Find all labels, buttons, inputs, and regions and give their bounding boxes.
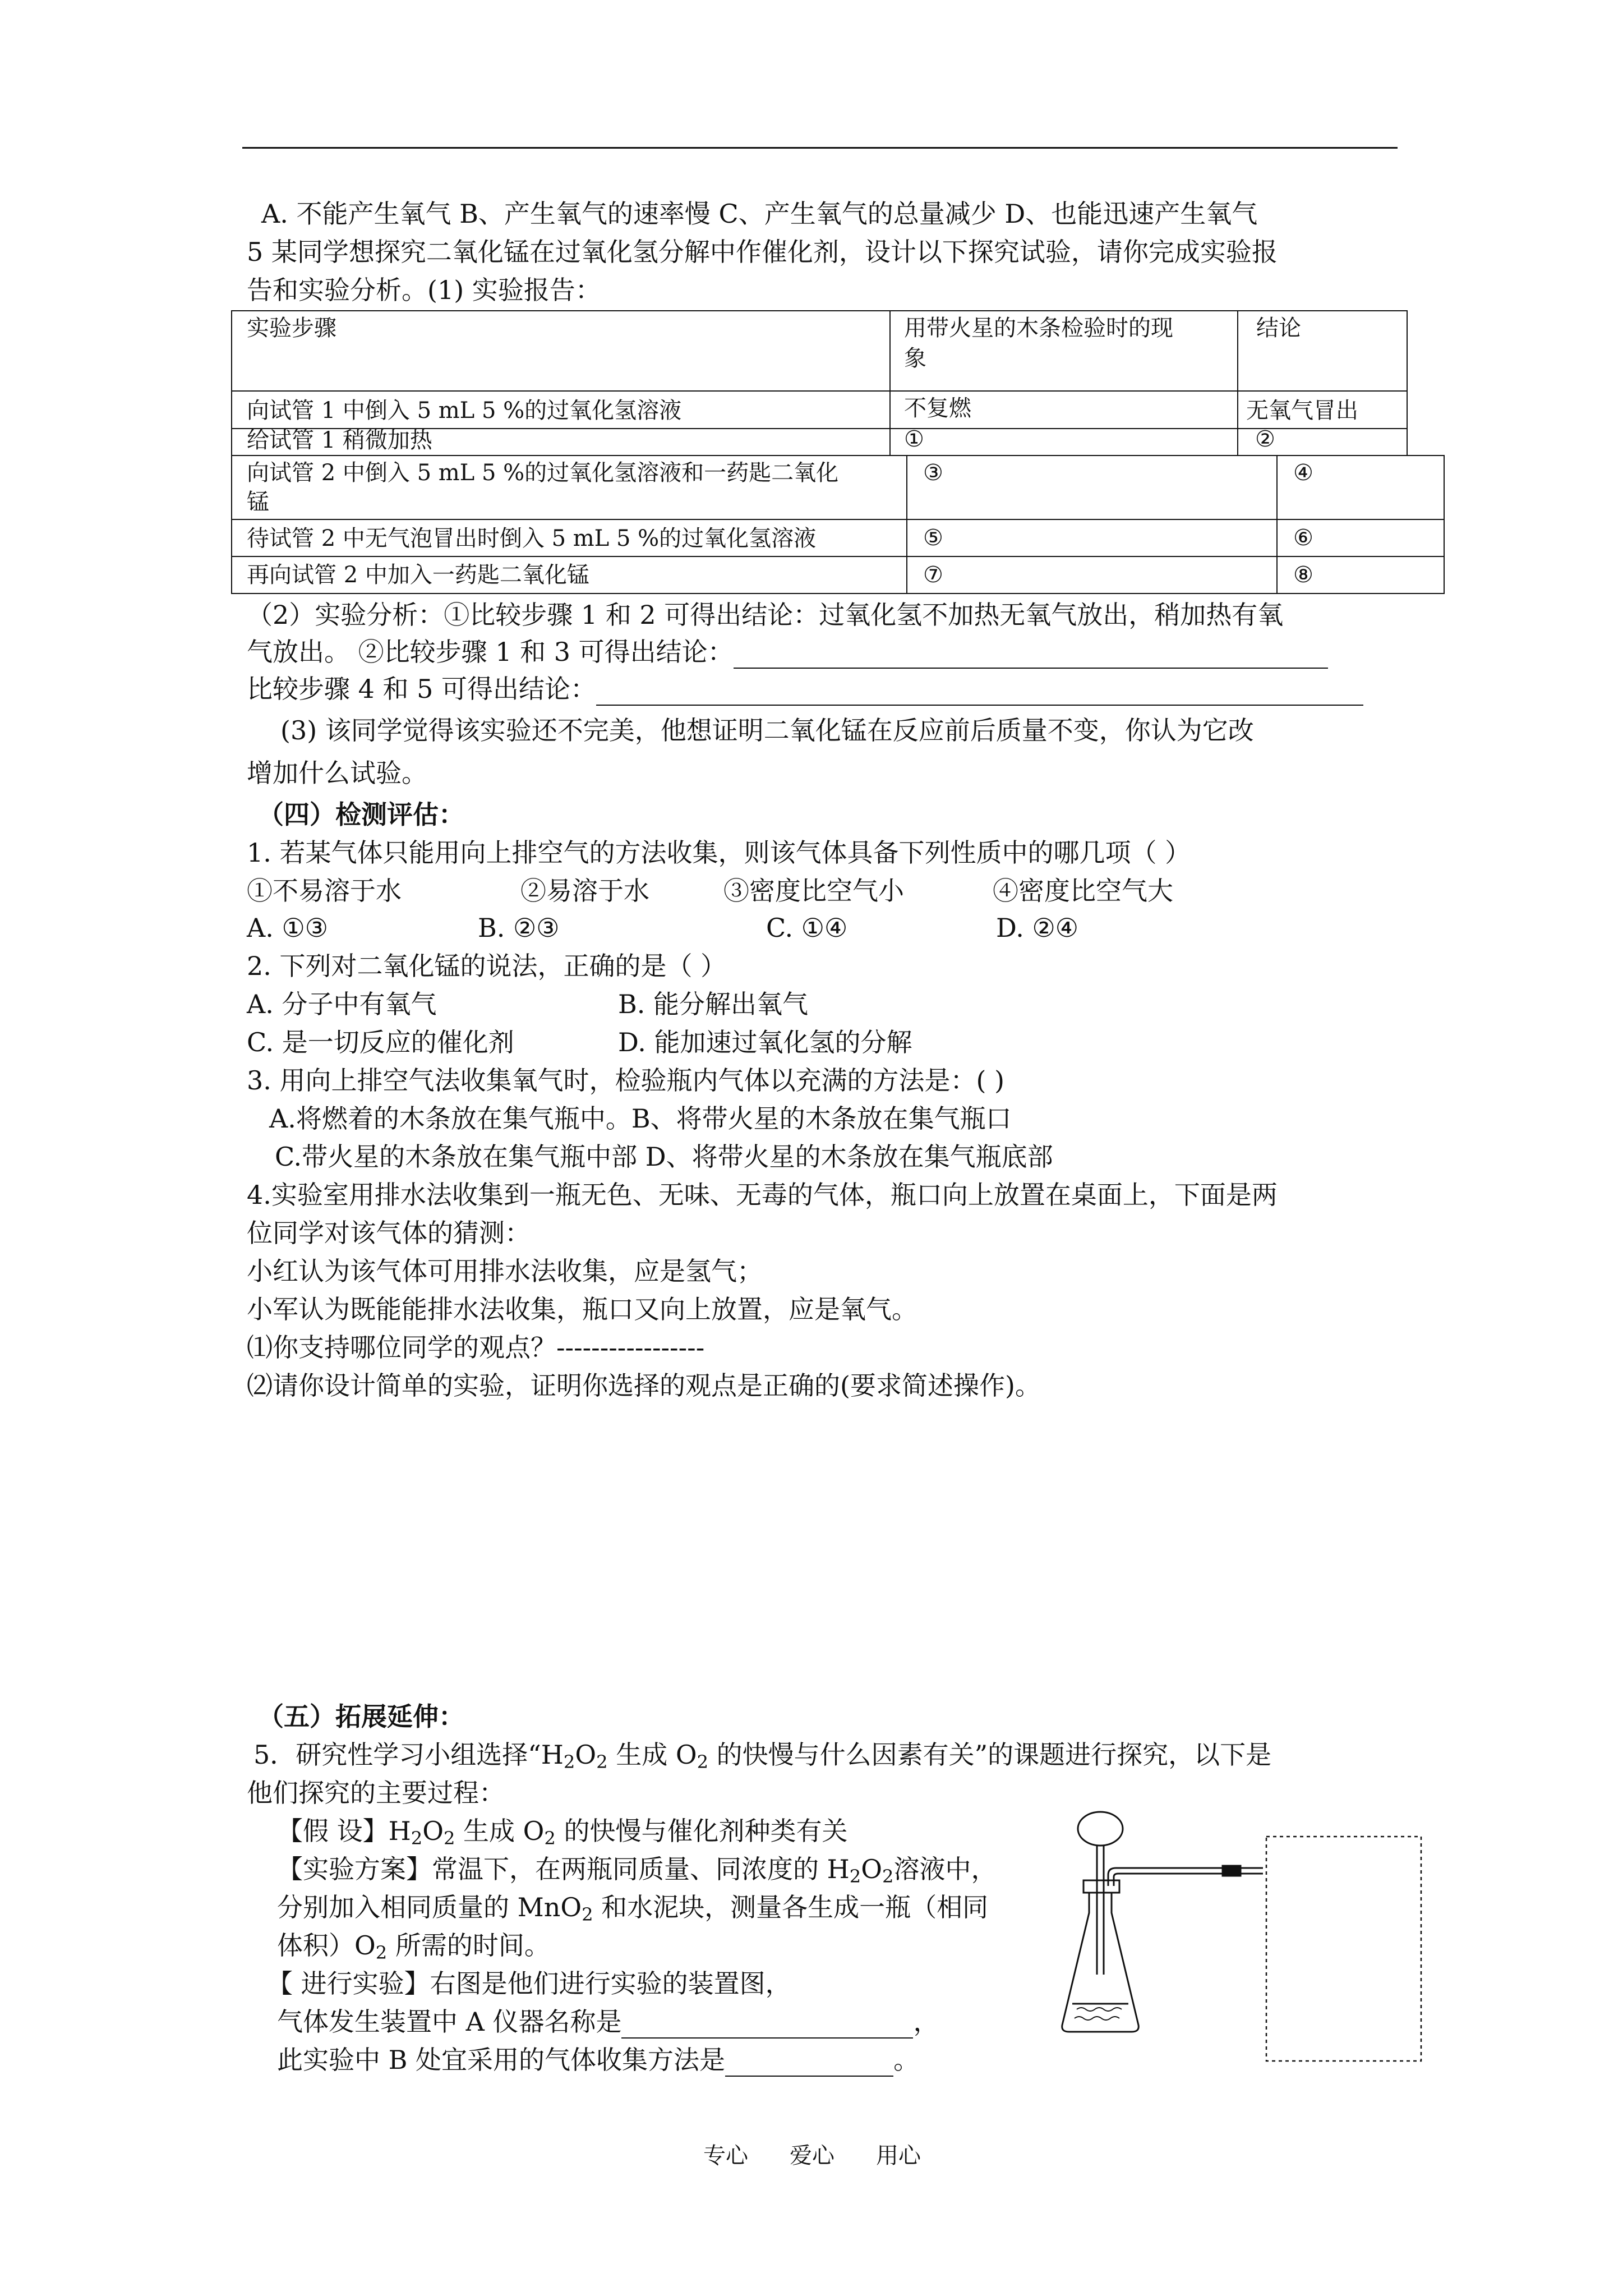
s5-q5-line1: 5．研究性学习小组选择“$H_2O_2$ 生成 $O_2$ 的快慢与什么因素有关”的课题进行探究，以下是 bbox=[253, 1740, 1272, 1773]
s4-q1-prop: ③密度比空气小 bbox=[723, 876, 904, 906]
table-header-step: 实验步骤 bbox=[247, 315, 336, 341]
s5-plan-line2 bbox=[277, 1892, 989, 1926]
s5-plan-line1: 【实验方案】常温下，在两瓶同质量、同浓度的 $H_2O_2$溶液中， bbox=[277, 1854, 997, 1888]
experiment-label: 【 进行实验】 bbox=[267, 1968, 430, 1999]
prev-question-options: A. 不能产生氧气 B、产生氧气的速率慢 C、产生氧气的总量减少 D、也能迅速产生氧气 bbox=[261, 199, 1258, 229]
liquid-waves bbox=[1077, 2008, 1122, 2011]
footer-text: 用心 bbox=[876, 2143, 921, 2169]
table-row-observation: ③ bbox=[923, 460, 943, 486]
liquid-waves bbox=[1075, 2017, 1119, 2020]
s4-q1-option: C. ①④ bbox=[766, 913, 848, 943]
s5-hypothesis: 【假 设】$H_2O_2$ 生成 $O_2$ 的快慢与催化剂种类有关 bbox=[277, 1816, 848, 1849]
footer-text: 专心 bbox=[703, 2143, 748, 2169]
hypothesis-label: 【假 设】 bbox=[277, 1816, 389, 1846]
table-row-step: 给试管 1 稍微加热 bbox=[247, 427, 432, 453]
section5-title: （五）拓展延伸： bbox=[258, 1701, 464, 1732]
s4-q2-option: B. 能分解出氧气 bbox=[618, 989, 809, 1019]
apparatus-diagram bbox=[1054, 1806, 1424, 2064]
flask-body bbox=[1062, 1893, 1139, 2032]
subscript: 2 bbox=[375, 1942, 388, 1964]
text-run: 的快慢与催化剂种类有关 bbox=[555, 1816, 848, 1846]
table-header-conclusion: 结论 bbox=[1256, 315, 1301, 341]
table-header-observation-wrap: 象 bbox=[904, 346, 926, 371]
s4-q4-sub2: ⑵请你设计简单的实验，证明你选择的观点是正确的(要求简述操作)。 bbox=[247, 1370, 1041, 1401]
text-run: 生成 O bbox=[455, 1816, 545, 1846]
plan-label: 【实验方案】 bbox=[277, 1854, 432, 1884]
table-row-step-wrap: 锰 bbox=[247, 489, 269, 515]
s5-plan-line3 bbox=[277, 1930, 550, 1964]
footer-text: 爱心 bbox=[790, 2143, 834, 2169]
table-row-observation: ⑦ bbox=[923, 562, 943, 588]
s5-q5-line2: 他们探究的主要过程： bbox=[247, 1778, 505, 1808]
delivery-tube bbox=[1108, 1868, 1223, 1886]
table-cell bbox=[906, 519, 1278, 557]
s4-q2: 2. 下列对二氧化锰的说法，正确的是（ ） bbox=[247, 951, 727, 981]
table-row-conclusion: ⑧ bbox=[1293, 562, 1313, 588]
text-run: H bbox=[388, 1816, 411, 1846]
subscript: 2 bbox=[849, 1866, 861, 1888]
rubber-connector bbox=[1223, 1866, 1241, 1876]
subscript: 2 bbox=[582, 1904, 593, 1926]
s4-q1-option: A. ①③ bbox=[247, 913, 328, 943]
table-row-conclusion: ⑥ bbox=[1293, 525, 1313, 551]
text-run: 气体发生装置中 A 仪器名称是 bbox=[277, 2007, 622, 2037]
answer-blank[interactable] bbox=[725, 2044, 893, 2077]
q5-intro-line1: 5 某同学想探究二氧化锰在过氧化氢分解中作催化剂，设计以下探究试验，请你完成实验报 bbox=[247, 237, 1278, 267]
table-row-step: 向试管 1 中倒入 5 mL 5 %的过氧化氢溶液 bbox=[247, 398, 682, 424]
table-row-conclusion: ④ bbox=[1293, 460, 1313, 486]
answer-blank[interactable] bbox=[621, 2006, 913, 2039]
analysis-line2 bbox=[247, 636, 1328, 669]
s4-q4-line3: 小红认为该气体可用排水法收集，应是氢气； bbox=[247, 1256, 763, 1286]
s5-experiment-line3: 此实验中 B 处宜采用的气体收集方法是 。 bbox=[277, 2044, 919, 2077]
text-run: 溶液中， bbox=[893, 1854, 997, 1884]
s4-q4-line4: 小军认为既能能排水法收集，瓶口又向上放置，应是氧气。 bbox=[247, 1294, 917, 1324]
q5-intro-line2: 告和实验分析。(1) 实验报告： bbox=[247, 275, 601, 305]
answer-blank[interactable] bbox=[734, 636, 1328, 669]
table-row-observation: ① bbox=[904, 426, 924, 452]
collection-box bbox=[1266, 1837, 1421, 2061]
s4-q1: 1. 若某气体只能用向上排空气的方法收集，则该气体具备下列性质中的哪几项（ ） bbox=[247, 838, 1191, 868]
table-row-conclusion: 无氧气冒出 bbox=[1246, 398, 1358, 424]
s5-experiment-line2: 气体发生装置中 A 仪器名称是 ， bbox=[277, 2006, 939, 2039]
s4-q3-options-line2: C.带火星的木条放在集气瓶中部 D、将带火星的木条放在集气瓶底部 bbox=[275, 1142, 1053, 1172]
table-cell bbox=[906, 556, 1278, 594]
analysis-line3-text: 比较步骤 4 和 5 可得出结论： bbox=[247, 674, 597, 704]
s4-q4-sub1: ⑴你支持哪位同学的观点？----------------- bbox=[247, 1332, 705, 1363]
analysis-line2-text: 气放出。 ②比较步骤 1 和 3 可得出结论： bbox=[247, 637, 734, 667]
table-cell bbox=[889, 428, 1238, 456]
text-run: 的快慢与什么因素有关”的课题进行探究，以下是 bbox=[708, 1740, 1272, 1770]
table-row-step: 再向试管 2 中加入一药匙二氧化锰 bbox=[247, 562, 589, 588]
text-run: 体积）O bbox=[277, 1930, 376, 1961]
part3-line2: 增加什么试验。 bbox=[247, 758, 427, 788]
text-run: 所需的时间。 bbox=[387, 1930, 550, 1961]
section4-title: （四）检测评估： bbox=[258, 799, 464, 830]
part3-line1: (3) 该同学觉得该实验还不完美，他想证明二氧化锰在反应前后质量不变，你认为它改 bbox=[280, 715, 1254, 746]
text-run: 5．研究性学习小组选择“H bbox=[253, 1740, 564, 1770]
analysis-line1: （2）实验分析：①比较步骤 1 和 2 可得出结论：过氧化氢不加热无氧气放出，稍加热有氧 bbox=[247, 600, 1284, 630]
table-row-step: 待试管 2 中无气泡冒出时倒入 5 mL 5 %的过氧化氢溶液 bbox=[247, 526, 817, 551]
s4-q2-option: D. 能加速过氧化氢的分解 bbox=[618, 1027, 912, 1057]
text-run: 此实验中 B 处宜采用的气体收集方法是 bbox=[277, 2045, 726, 2075]
table-row-conclusion: ② bbox=[1255, 426, 1275, 452]
funnel-bowl bbox=[1078, 1812, 1123, 1846]
text-run: 生成 O bbox=[607, 1740, 697, 1770]
s4-q3-options-line1: A.将燃着的木条放在集气瓶中。B、将带火星的木条放在集气瓶口 bbox=[269, 1103, 1012, 1134]
analysis-line3 bbox=[247, 673, 1363, 706]
answer-blank[interactable] bbox=[596, 673, 1363, 706]
s4-q1-prop: ①不易溶于水 bbox=[247, 876, 402, 906]
text-run: 分别加入相同质量的 MnO bbox=[277, 1892, 582, 1922]
s4-q1-prop: ②易溶于水 bbox=[520, 876, 649, 906]
s4-q2-option: A. 分子中有氧气 bbox=[247, 989, 437, 1019]
s4-q3: 3. 用向上排空气法收集氧气时，检验瓶内气体以充满的方法是：( ) bbox=[247, 1065, 1005, 1096]
table-header-observation: 用带火星的木条检验时的现 bbox=[904, 315, 1173, 341]
s5-experiment-line1 bbox=[267, 1968, 791, 1999]
subscript: 2 bbox=[443, 1828, 455, 1849]
text-run: 常温下，在两瓶同质量、同浓度的 H bbox=[432, 1854, 850, 1884]
header-rule bbox=[242, 147, 1398, 149]
table-row-observation: 不复燃 bbox=[904, 395, 971, 421]
text-run: 右图是他们进行实验的装置图， bbox=[430, 1968, 791, 1999]
table-row-step: 向试管 2 中倒入 5 mL 5 %的过氧化氢溶液和一药匙二氧化 bbox=[247, 460, 839, 486]
subscript: 2 bbox=[882, 1866, 894, 1888]
s4-q1-option: D. ②④ bbox=[996, 913, 1078, 943]
delivery-tube bbox=[1114, 1874, 1223, 1886]
s4-q4-line2: 位同学对该气体的猜测： bbox=[247, 1218, 531, 1248]
s4-q1-prop: ④密度比空气大 bbox=[993, 876, 1173, 906]
s4-q2-option: C. 是一切反应的催化剂 bbox=[247, 1027, 514, 1057]
subscript: 2 bbox=[596, 1751, 608, 1773]
subscript: 2 bbox=[563, 1751, 575, 1773]
s4-q4-line1: 4.实验室用排水法收集到一瓶无色、无味、无毒的气体，瓶口向上放置在桌面上，下面是两 bbox=[247, 1180, 1278, 1210]
subscript: 2 bbox=[697, 1751, 709, 1773]
subscript: 2 bbox=[411, 1828, 423, 1849]
subscript: 2 bbox=[544, 1828, 556, 1849]
s4-q1-option: B. ②③ bbox=[478, 913, 560, 943]
table-row-observation: ⑤ bbox=[923, 525, 943, 551]
text-run: 和水泥块，测量各生成一瓶（相同 bbox=[593, 1892, 989, 1922]
table-cell bbox=[906, 455, 1278, 520]
